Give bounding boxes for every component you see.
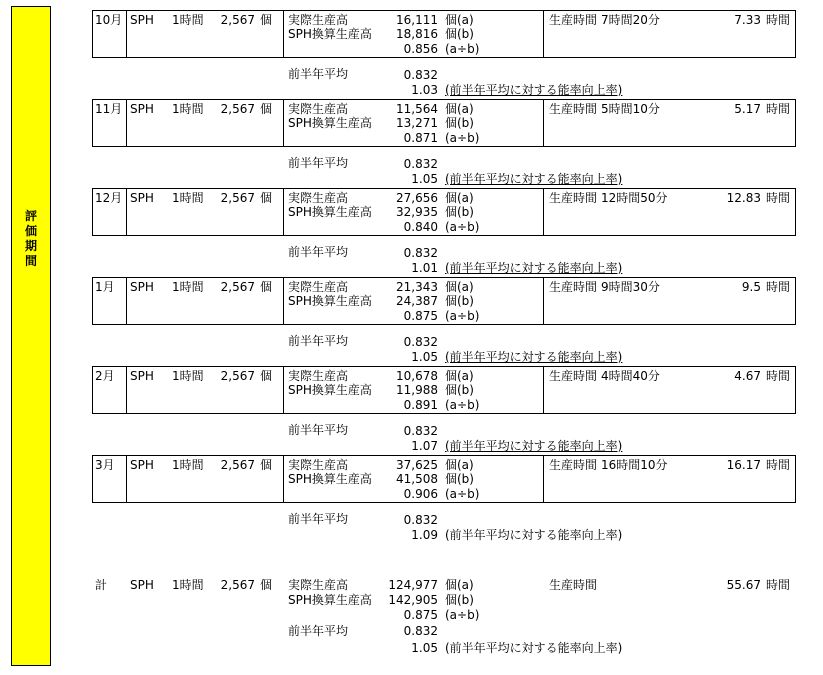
improve-value: 1.05 [411,350,438,364]
hour-label: 1時間 [172,191,204,205]
prod-hours: 9.5 [741,280,761,294]
actual-label: 実際生産高 [288,13,349,27]
conv-label: SPH換算生産高 [288,383,372,397]
month-label: 1月 [95,280,115,294]
hour-label: 1時間 [172,102,204,116]
evaluation-period-label [12,209,50,269]
hours-unit: 時間 [766,280,791,294]
label-divider [283,10,284,58]
pcs-unit: 個 [260,191,273,205]
conv-value: 11,988 [396,383,438,397]
mark-ab: (a÷b) [445,42,480,56]
value-divider [543,188,544,236]
actual-label: 実際生産高 [288,458,349,472]
value-divider [543,455,544,503]
ratio-value: 0.856 [403,42,438,56]
side-label-char: 価 [24,224,37,238]
actual-value: 27,656 [396,191,438,205]
actual-label: 実際生産高 [288,191,349,205]
prod-time-text: 7時間20分 [601,13,660,27]
sph-label: SPH [130,369,154,383]
hours-unit: 時間 [766,13,791,27]
improve-label: (前半年平均に対する能率向上率) [445,641,623,655]
prod-time-label: 生産時間 [549,102,598,116]
actual-value: 16,111 [396,13,438,27]
label-divider [283,277,284,325]
value-divider [543,277,544,325]
improve-value: 1.01 [411,261,438,275]
prev-label: 前半年平均 [288,156,349,170]
mark-b: 個(b) [445,116,474,130]
conv-label: SPH換算生産高 [288,294,372,308]
month-label: 2月 [95,369,115,383]
prev-value: 0.832 [403,246,438,260]
total-ratio-value: 0.875 [403,608,438,622]
conv-value: 18,816 [396,27,438,41]
conv-value: 32,935 [396,205,438,219]
hour-label: 1時間 [172,458,204,472]
prod-time-label: 生産時間 [549,13,598,27]
month-label: 10月 [95,13,123,27]
improve-value: 1.09 [411,528,438,542]
sph-label: SPH [130,458,154,472]
actual-label: 実際生産高 [288,102,349,116]
sph-label: SPH [130,578,154,592]
sph-value: 2,567 [220,191,255,205]
value-divider [543,366,544,414]
conv-label: SPH換算生産高 [288,27,372,41]
mark-b: 個(b) [445,593,474,607]
label-divider [283,455,284,503]
prev-label: 前半年平均 [288,334,349,348]
hours-unit: 時間 [766,102,791,116]
hour-label: 1時間 [172,280,204,294]
improve-label: (前半年平均に対する能率向上率) [445,261,623,275]
actual-label: 実際生産高 [288,280,349,294]
mark-b: 個(b) [445,27,474,41]
mark-b: 個(b) [445,205,474,219]
mark-b: 個(b) [445,472,474,486]
prev-value: 0.832 [403,335,438,349]
total-conv-value: 142,905 [388,593,438,607]
mark-ab: (a÷b) [445,398,480,412]
prev-label: 前半年平均 [288,512,349,526]
month-label: 12月 [95,191,123,205]
total-improve-value: 1.05 [411,641,438,655]
month-divider [126,188,127,236]
mark-b: 個(b) [445,383,474,397]
sph-label: SPH [130,102,154,116]
prod-time-text: 16時間10分 [601,458,668,472]
month-divider [126,10,127,58]
mark-a: 個(a) [445,578,474,592]
mark-a: 個(a) [445,280,474,294]
pcs-unit: 個 [260,578,273,592]
ratio-value: 0.871 [403,131,438,145]
prod-hours: 16.17 [726,458,761,472]
prod-time-label: 生産時間 [549,280,598,294]
actual-value: 21,343 [396,280,438,294]
mark-ab: (a÷b) [445,131,480,145]
improve-value: 1.05 [411,172,438,186]
month-divider [126,366,127,414]
actual-value: 37,625 [396,458,438,472]
total-hours: 55.67 [726,578,761,592]
improve-label: (前半年平均に対する能率向上率) [445,83,623,97]
conv-label: SPH換算生産高 [288,472,372,486]
prod-hours: 7.33 [734,13,761,27]
prod-hours: 5.17 [734,102,761,116]
sph-value: 2,567 [220,578,255,592]
actual-value: 11,564 [396,102,438,116]
ratio-value: 0.891 [403,398,438,412]
pcs-unit: 個 [260,280,273,294]
prod-time-label: 生産時間 [549,578,598,592]
mark-a: 個(a) [445,102,474,116]
label-divider [283,99,284,147]
mark-ab: (a÷b) [445,487,480,501]
mark-ab: (a÷b) [445,309,480,323]
prev-label: 前半年平均 [288,67,349,81]
hours-unit: 時間 [766,369,791,383]
actual-label: 実際生産高 [288,369,349,383]
sph-value: 2,567 [220,458,255,472]
sph-label: SPH [130,13,154,27]
ratio-value: 0.875 [403,309,438,323]
improve-label: (前半年平均に対する能率向上率) [445,439,623,453]
evaluation-period-label-box [11,6,51,666]
month-label: 11月 [95,102,123,116]
prod-time-text: 4時間40分 [601,369,660,383]
side-label-text [12,209,50,269]
mark-a: 個(a) [445,458,474,472]
value-divider [543,10,544,58]
pcs-unit: 個 [260,13,273,27]
mark-b: 個(b) [445,294,474,308]
conv-value: 24,387 [396,294,438,308]
month-divider [126,99,127,147]
conv-value: 41,508 [396,472,438,486]
sph-label: SPH [130,280,154,294]
hours-unit: 時間 [766,578,791,592]
mark-a: 個(a) [445,369,474,383]
label-divider [283,366,284,414]
improve-label: (前半年平均に対する能率向上率) [445,350,623,364]
hour-label: 1時間 [172,369,204,383]
prev-value: 0.832 [403,68,438,82]
actual-label: 実際生産高 [288,578,349,592]
value-divider [543,99,544,147]
sph-value: 2,567 [220,102,255,116]
hours-unit: 時間 [766,458,791,472]
prev-value: 0.832 [403,157,438,171]
prev-value: 0.832 [403,624,438,638]
conv-label: SPH換算生産高 [288,116,372,130]
conv-label: SPH換算生産高 [288,593,372,607]
prev-label: 前半年平均 [288,245,349,259]
sph-value: 2,567 [220,280,255,294]
improve-label: (前半年平均に対する能率向上率) [445,528,623,542]
total-label: 計 [95,578,108,592]
mark-a: 個(a) [445,13,474,27]
month-divider [126,455,127,503]
pcs-unit: 個 [260,102,273,116]
hours-unit: 時間 [766,191,791,205]
pcs-unit: 個 [260,369,273,383]
prod-time-text: 9時間30分 [601,280,660,294]
mark-ab: (a÷b) [445,220,480,234]
prev-label: 前半年平均 [288,624,349,638]
prod-hours: 12.83 [726,191,761,205]
actual-value: 10,678 [396,369,438,383]
improve-value: 1.07 [411,439,438,453]
prod-time-text: 12時間50分 [601,191,668,205]
month-label: 3月 [95,458,115,472]
prod-time-label: 生産時間 [549,369,598,383]
pcs-unit: 個 [260,458,273,472]
conv-value: 13,271 [396,116,438,130]
sph-label: SPH [130,191,154,205]
prod-time-label: 生産時間 [549,458,598,472]
prev-label: 前半年平均 [288,423,349,437]
ratio-value: 0.840 [403,220,438,234]
hour-label: 1時間 [172,13,204,27]
prev-value: 0.832 [403,424,438,438]
mark-a: 個(a) [445,191,474,205]
ratio-value: 0.906 [403,487,438,501]
conv-label: SPH換算生産高 [288,205,372,219]
prod-time-text: 5時間10分 [601,102,660,116]
prod-hours: 4.67 [734,369,761,383]
mark-ab: (a÷b) [445,608,480,622]
improve-label: (前半年平均に対する能率向上率) [445,172,623,186]
label-divider [283,188,284,236]
side-label-char: 間 [24,254,37,268]
improve-value: 1.03 [411,83,438,97]
total-actual-value: 124,977 [388,578,438,592]
month-divider [126,277,127,325]
hour-label: 1時間 [172,578,204,592]
sph-value: 2,567 [220,369,255,383]
side-label-char: 評 [24,209,37,223]
prev-value: 0.832 [403,513,438,527]
sph-value: 2,567 [220,13,255,27]
prod-time-label: 生産時間 [549,191,598,205]
side-label-char: 期 [24,239,37,253]
